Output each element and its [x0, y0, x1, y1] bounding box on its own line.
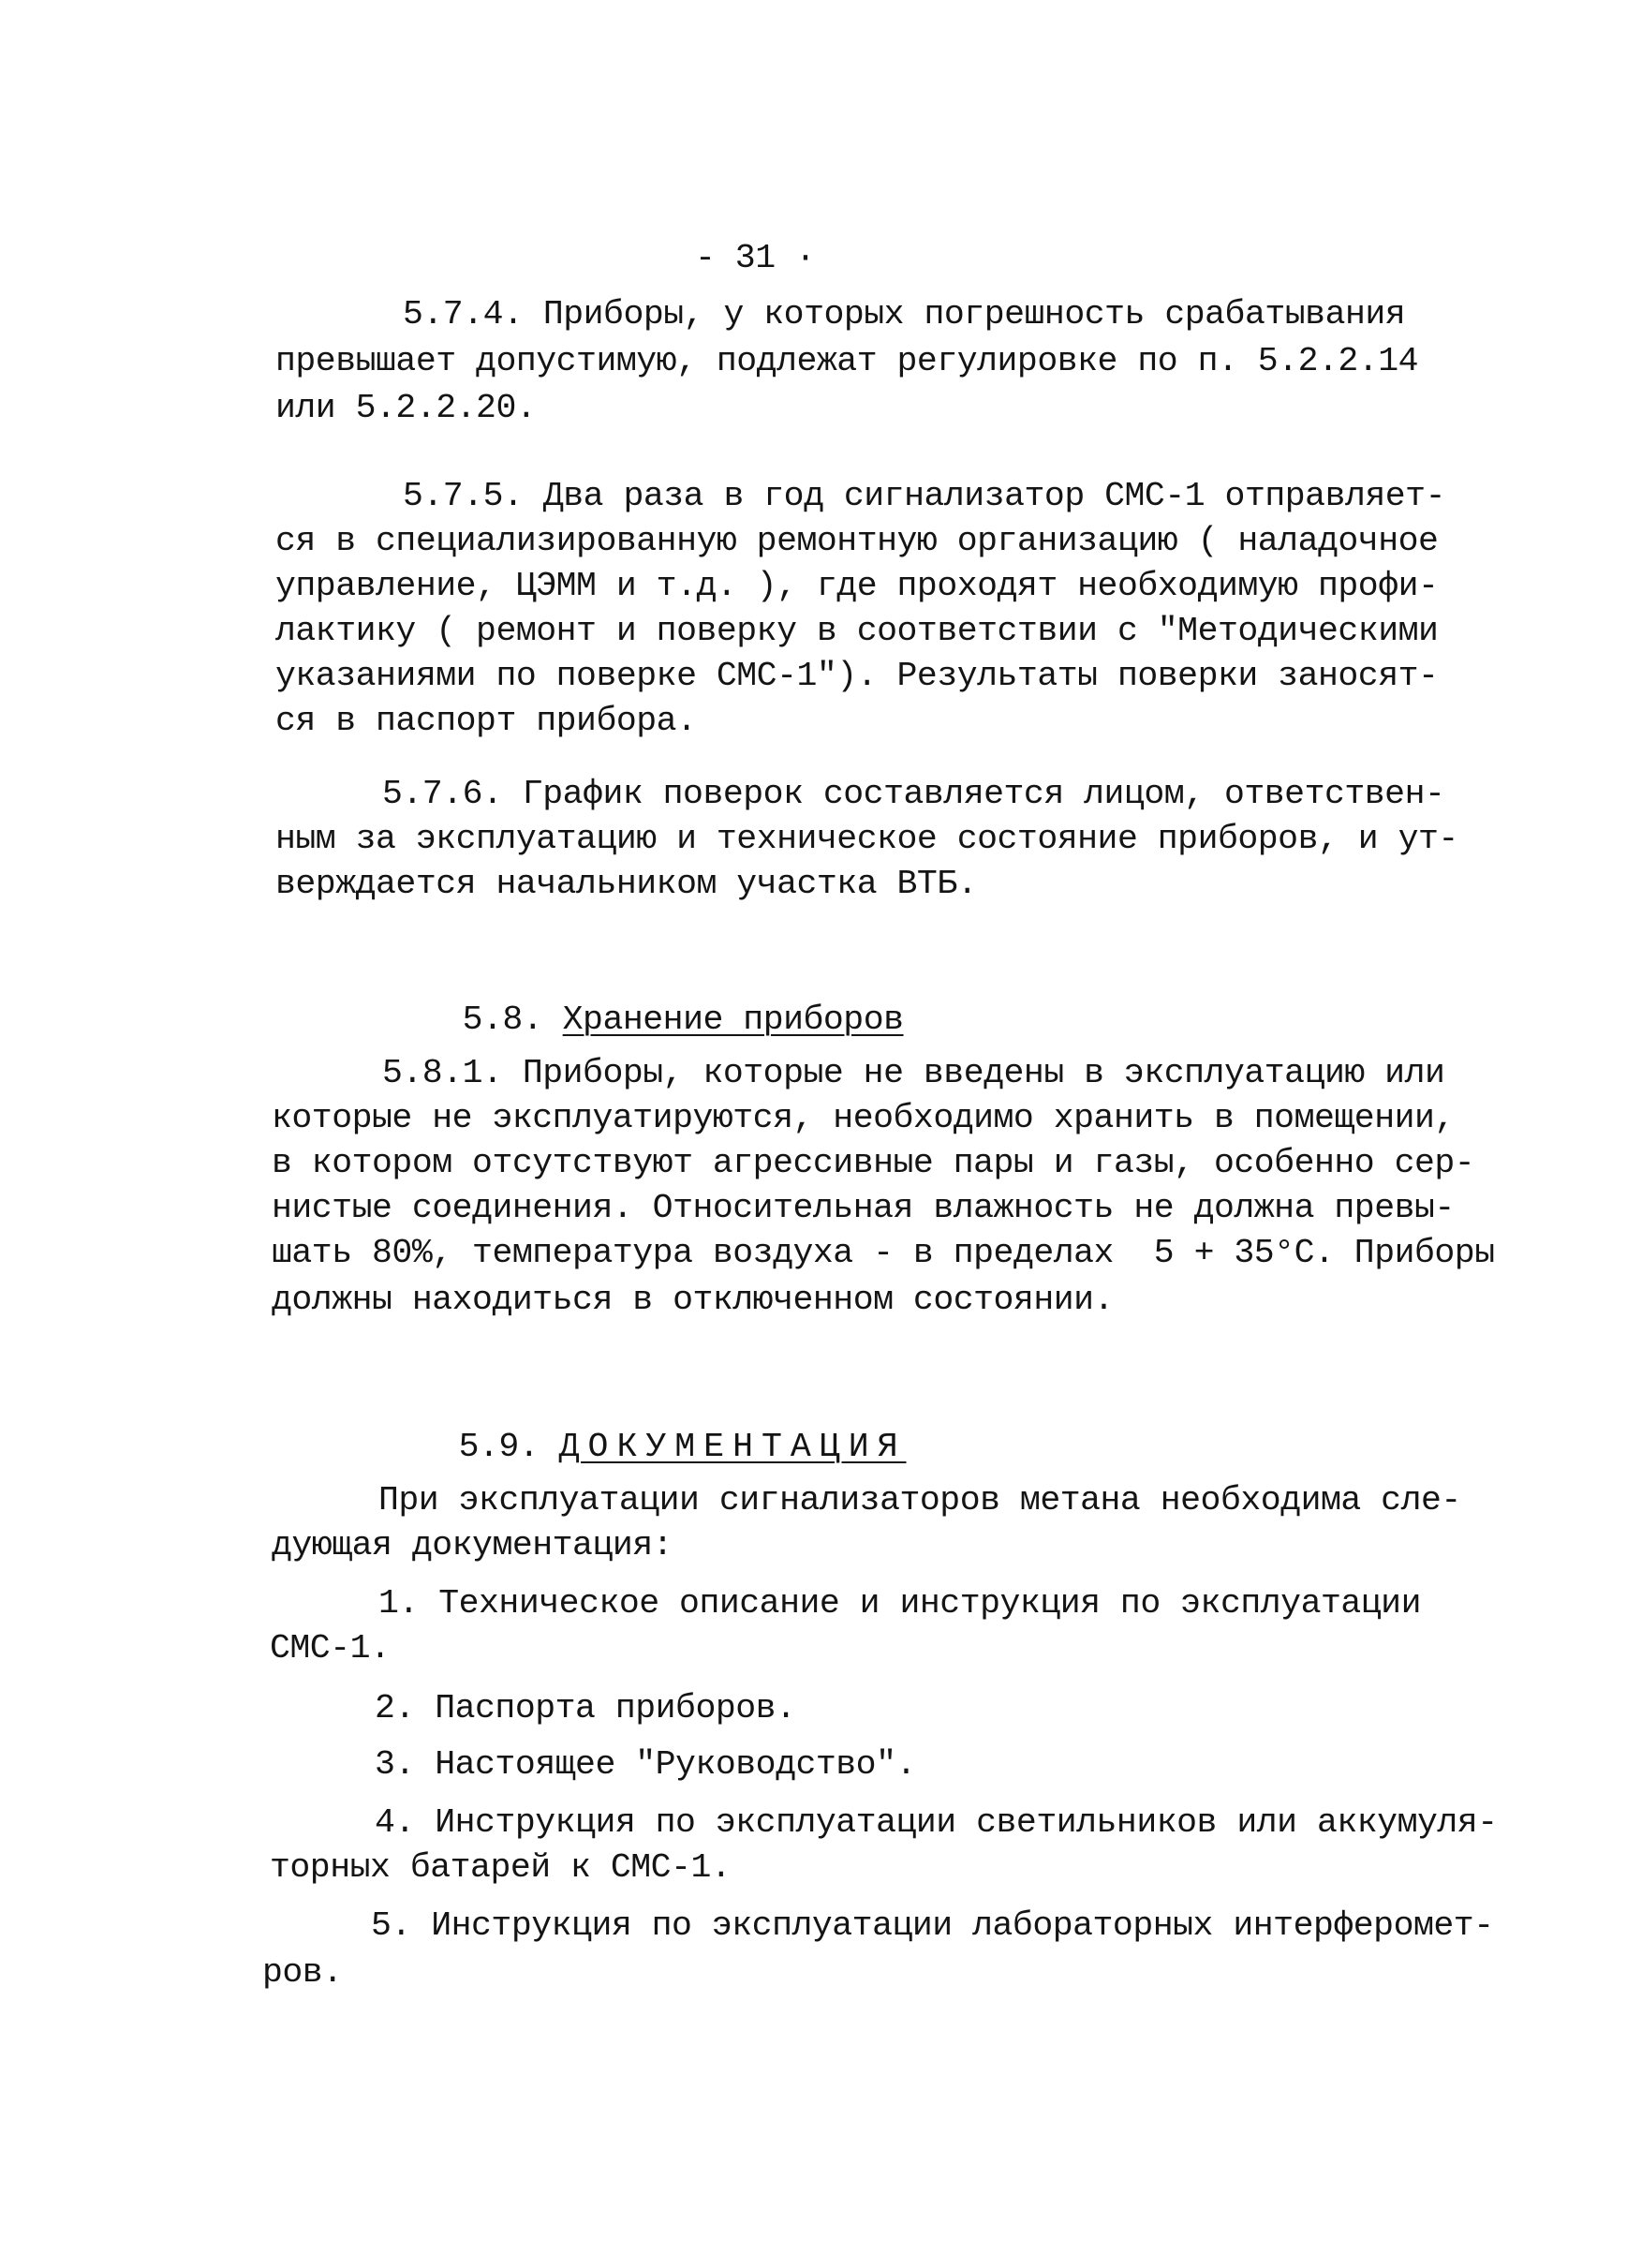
- section-title: Хранение приборов: [562, 1000, 904, 1039]
- text-line: управление, ЦЭММ и т.д. ), где проходят необходимую профи-: [275, 567, 1439, 605]
- text-line: 3. Настоящее "Руководство".: [375, 1745, 916, 1784]
- text-line: 5.8.1. Приборы, которые не введены в эксплуатацию или: [382, 1054, 1445, 1092]
- section-title: ДОКУМЕНТАЦИЯ: [558, 1427, 907, 1466]
- text-line: 1. Техническое описание и инструкция по эксплуатации: [378, 1584, 1421, 1623]
- text-line: нистые соединения. Относительная влажность не должна превы-: [272, 1189, 1455, 1227]
- text-line: 4. Инструкция по эксплуатации светильников или аккумуля-: [375, 1803, 1498, 1842]
- text-line: которые не эксплуатируются, необходимо хранить в помещении,: [272, 1099, 1455, 1137]
- text-line: СМС-1.: [270, 1629, 391, 1668]
- text-line: должны находиться в отключенном состоянии.: [272, 1281, 1114, 1319]
- text-line: 5.7.4. Приборы, у которых погрешность срабатывания: [403, 295, 1406, 334]
- text-line: ся в специализированную ремонтную организацию ( наладочное: [275, 522, 1439, 560]
- text-line: дующая документация:: [272, 1526, 673, 1564]
- text-line: 2. Паспорта приборов.: [375, 1689, 796, 1727]
- text-line: в котором отсутствуют агрессивные пары и газы, особенно сер-: [272, 1144, 1475, 1182]
- text-line: или 5.2.2.20.: [275, 389, 537, 427]
- text-line: шать 80%, температура воздуха - в пределах 5 + 35°С. Приборы: [272, 1234, 1495, 1272]
- text-line: торных батарей к СМС-1.: [270, 1848, 732, 1887]
- text-line: ным за эксплуатацию и техническое состояние приборов, и ут-: [275, 820, 1458, 858]
- text-line: лактику ( ремонт и поверку в соответствии с "Методическими: [275, 612, 1439, 650]
- page-number: - 31 ·: [695, 239, 816, 277]
- text-line: ров.: [262, 1953, 343, 1992]
- text-line: 5.7.5. Два раза в год сигнализатор СМС-1 отправляет-: [403, 477, 1445, 515]
- section-number: 5.8.: [462, 1000, 543, 1039]
- text-line: ся в паспорт прибора.: [275, 702, 697, 740]
- text-line: 5.7.6. График поверок составляется лицом, ответствен-: [382, 775, 1445, 813]
- text-line: При эксплуатации сигнализаторов метана необходима сле-: [378, 1481, 1461, 1519]
- text-line: превышает допустимую, подлежат регулировке по п. 5.2.2.14: [275, 342, 1419, 380]
- text-line: 5. Инструкция по эксплуатации лабораторных интерферомет-: [371, 1906, 1494, 1945]
- section-number: 5.9.: [458, 1427, 540, 1466]
- text-line: верждается начальником участка ВТБ.: [275, 865, 978, 903]
- text-line: указаниями по поверке СМС-1"). Результаты поверки заносят-: [275, 657, 1439, 695]
